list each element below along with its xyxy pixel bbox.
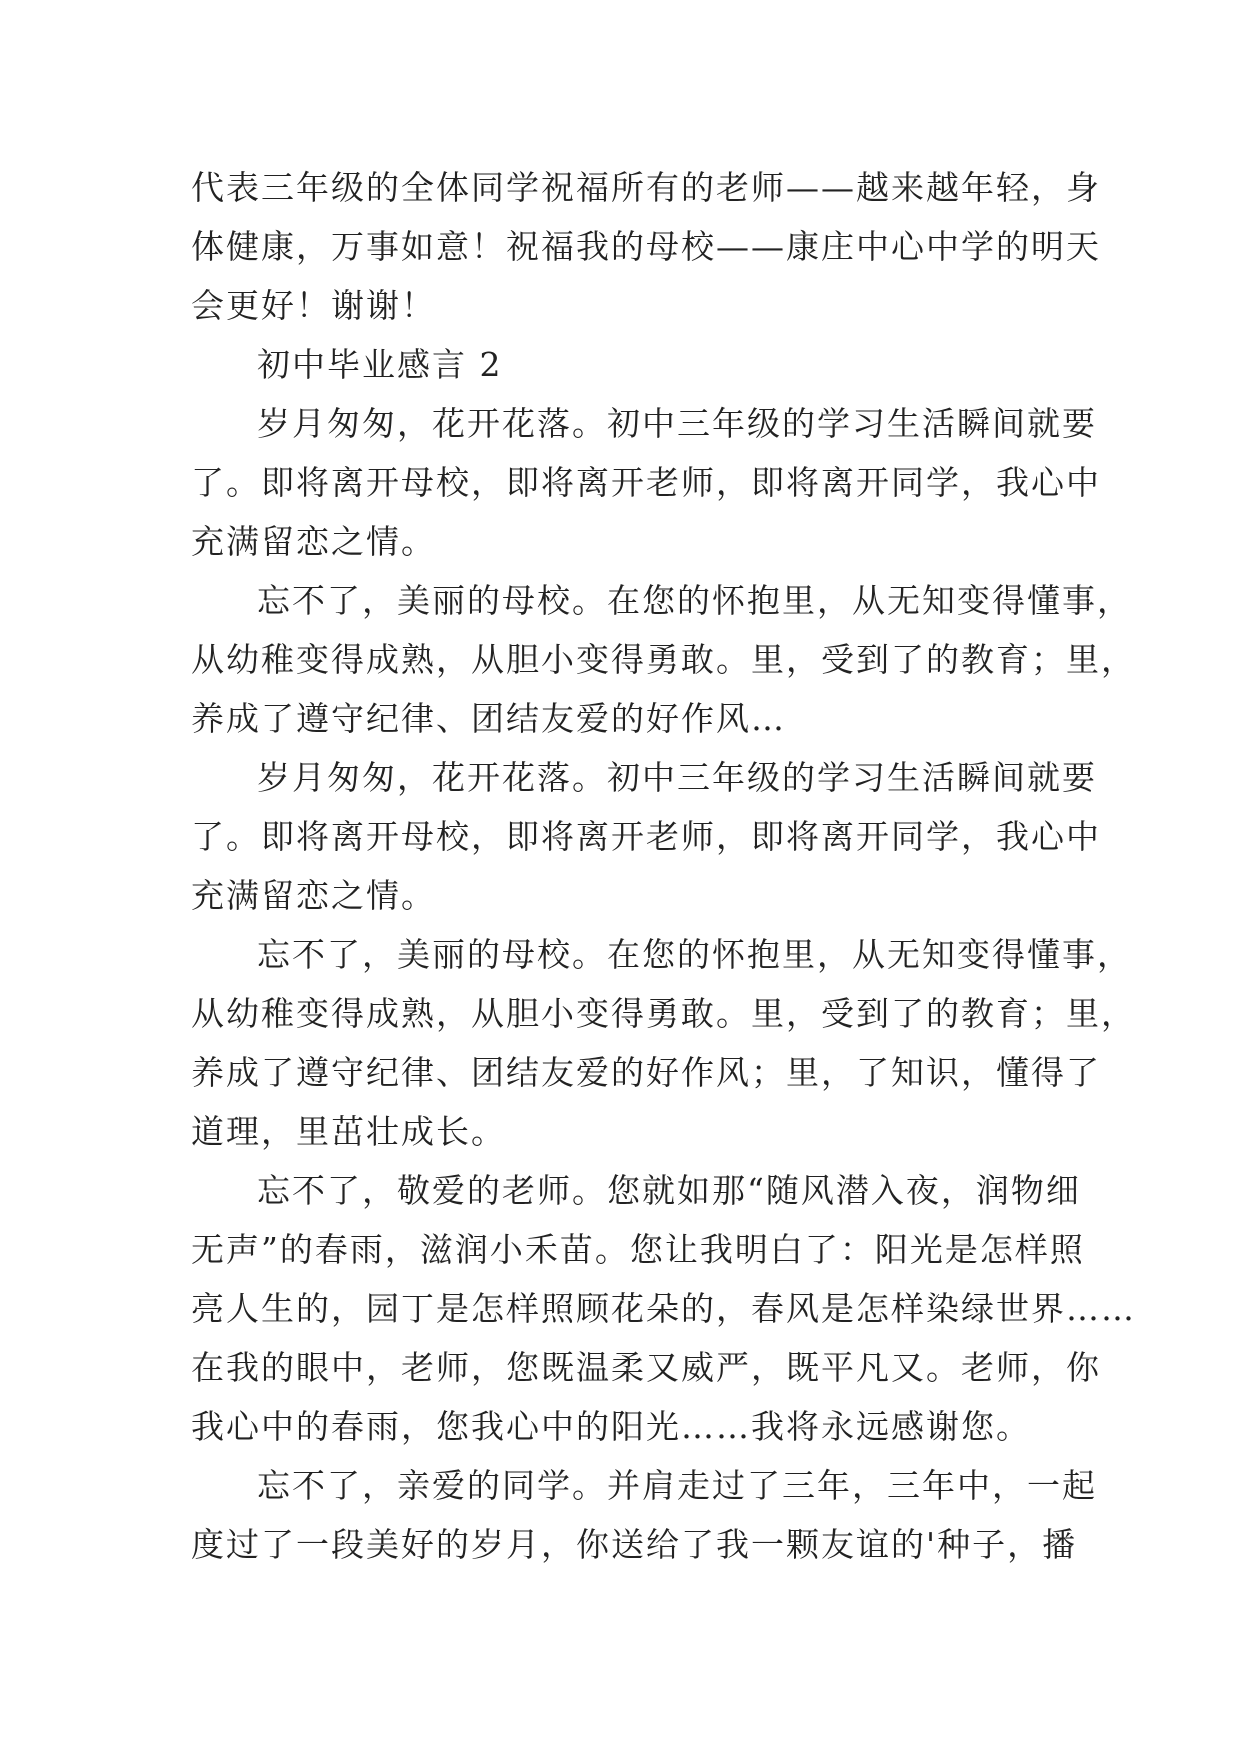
text-line: 从幼稚变得成熟，从胆小变得勇敢。里，受到了的教育；里， [191, 994, 1136, 1033]
text-line: 岁月匆匆，花开花落。初中三年级的学习生活瞬间就要 [257, 758, 1097, 797]
text-line: 代表三年级的全体同学祝福所有的老师——越来越年轻，身 [191, 168, 1101, 207]
text-line: 我心中的春雨，您我心中的阳光……我将永远感谢您。 [191, 1407, 1031, 1446]
text-line: 了。即将离开母校，即将离开老师，即将离开同学，我心中 [191, 817, 1101, 856]
text-line: 在我的眼中，老师，您既温柔又威严，既平凡又。老师，你 [191, 1348, 1101, 1387]
text-line: 亮人生的，园丁是怎样照顾花朵的，春风是怎样染绿世界…… [191, 1289, 1136, 1328]
text-line: 忘不了，亲爱的同学。并肩走过了三年，三年中，一起 [257, 1466, 1097, 1505]
text-line: 体健康，万事如意！祝福我的母校——康庄中心中学的明天 [191, 227, 1101, 266]
text-line: 无声”的春雨，滋润小禾苗。您让我明白了：阳光是怎样照 [191, 1230, 1085, 1269]
text-line: 度过了一段美好的岁月，你送给了我一颗友谊的'种子，播 [191, 1525, 1078, 1564]
text-line: 忘不了，美丽的母校。在您的怀抱里，从无知变得懂事， [257, 935, 1132, 974]
document-page [191, 158, 1136, 1574]
section-heading: 初中毕业感言 2 [257, 345, 503, 384]
text-line: 忘不了，美丽的母校。在您的怀抱里，从无知变得懂事， [257, 581, 1132, 620]
text-line: 充满留恋之情。 [191, 876, 436, 915]
text-line: 忘不了，敬爱的老师。您就如那“随风潜入夜，润物细 [257, 1171, 1081, 1210]
text-line: 养成了遵守纪律、团结友爱的好作风；里，了知识，懂得了 [191, 1053, 1101, 1092]
text-line: 道理，里茁壮成长。 [191, 1112, 506, 1151]
text-line: 充满留恋之情。 [191, 522, 436, 561]
text-line: 从幼稚变得成熟，从胆小变得勇敢。里，受到了的教育；里， [191, 640, 1136, 679]
text-line: 了。即将离开母校，即将离开老师，即将离开同学，我心中 [191, 463, 1101, 502]
text-line: 岁月匆匆，花开花落。初中三年级的学习生活瞬间就要 [257, 404, 1097, 443]
text-line: 养成了遵守纪律、团结友爱的好作风… [191, 699, 786, 738]
text-line: 会更好！谢谢！ [191, 286, 436, 325]
